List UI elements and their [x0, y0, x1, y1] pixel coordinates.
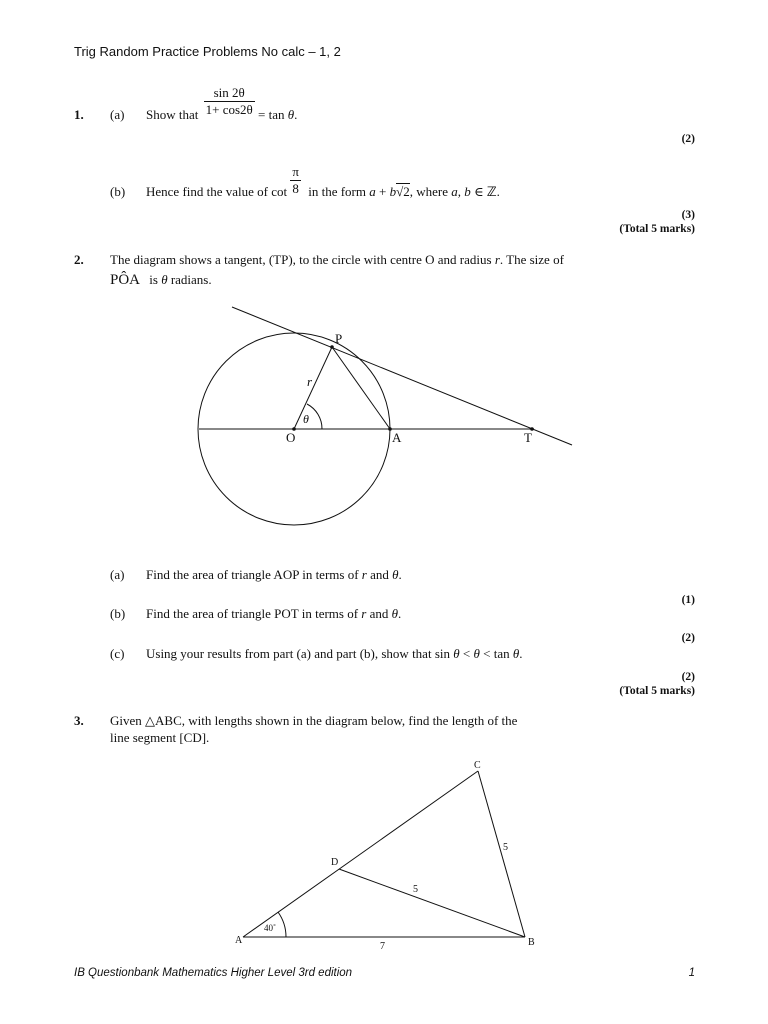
q2-total-marks: (Total 5 marks): [619, 685, 695, 697]
q2-part-b-text: Find the area of triangle POT in terms of r and θ.: [146, 606, 402, 621]
label-b: B: [528, 937, 535, 948]
label-o: O: [286, 430, 296, 445]
page-header: Trig Random Practice Problems No calc – 1, 2: [74, 44, 341, 59]
q1b-marks: (3): [681, 209, 695, 221]
q2-part-a-label: (a): [110, 567, 125, 582]
q1-part-b-text: Hence find the value of cot $\frac{\pi}{8}$ in the form a + b√2, where a, b ∈ ℤ.: [146, 164, 500, 199]
q2-part-a-text: Find the area of triangle AOP in terms of r and θ.: [146, 567, 402, 582]
question-2-number: 2.: [74, 252, 84, 267]
question-3-number: 3.: [74, 713, 84, 728]
length-ab: 7: [380, 941, 385, 952]
q1-part-a-text: Show that $\frac{\sin 2\theta}{1+ \cos 2\theta}$ = tan θ.: [146, 85, 298, 122]
q1b-fraction: $\frac{\pi}{8}$: [292, 164, 299, 196]
segment-db: [339, 869, 525, 937]
q1-part-b-label: (b): [110, 184, 126, 199]
q2a-marks: (1): [681, 594, 695, 606]
angle-arc-a: [278, 912, 286, 937]
angle-poa: PÔA: [110, 272, 141, 288]
q1-total-marks: (Total 5 marks): [619, 223, 695, 235]
label-c: C: [474, 760, 481, 771]
q2-text-line1: The diagram shows a tangent, (TP), to the circle with centre O and radius r. The size of: [110, 252, 564, 267]
q1a-marks: (2): [681, 133, 695, 145]
q2-text-line2: PÔA is θ radians.: [110, 272, 212, 288]
label-a: A: [235, 935, 243, 946]
label-a: A: [392, 430, 402, 445]
q2-part-c-text: Using your results from part (a) and part (b), show that sin θ < θ < tan θ.: [146, 646, 523, 661]
label-r: r: [307, 374, 313, 389]
label-d: D: [331, 857, 339, 868]
q2c-marks: (2): [681, 671, 695, 683]
label-theta: θ: [303, 412, 309, 426]
label-p: P: [335, 331, 343, 346]
q1-part-a-label: (a): [110, 107, 125, 122]
page-number: 1: [688, 967, 695, 979]
q2b-marks: (2): [681, 632, 695, 644]
q1a-fraction: $\frac{\sin 2\theta}{1+ \cos 2\theta}$: [205, 85, 253, 117]
angle-label: 40˚: [264, 923, 276, 933]
q3-text-line2: line segment [CD].: [110, 730, 210, 745]
q2-part-b-label: (b): [110, 606, 126, 621]
length-db: 5: [413, 884, 418, 895]
question-1-number: 1.: [74, 107, 84, 122]
q3-text-line1: Given △ABC, with lengths shown in the diagram below, find the length of the: [110, 713, 518, 728]
label-t: T: [524, 430, 532, 445]
footer-source: IB Questionbank Mathematics Higher Level 3rd edition: [74, 967, 353, 979]
side-cb: [478, 771, 525, 937]
q2-part-c-label: (c): [110, 646, 125, 661]
length-cb: 5: [503, 842, 508, 853]
